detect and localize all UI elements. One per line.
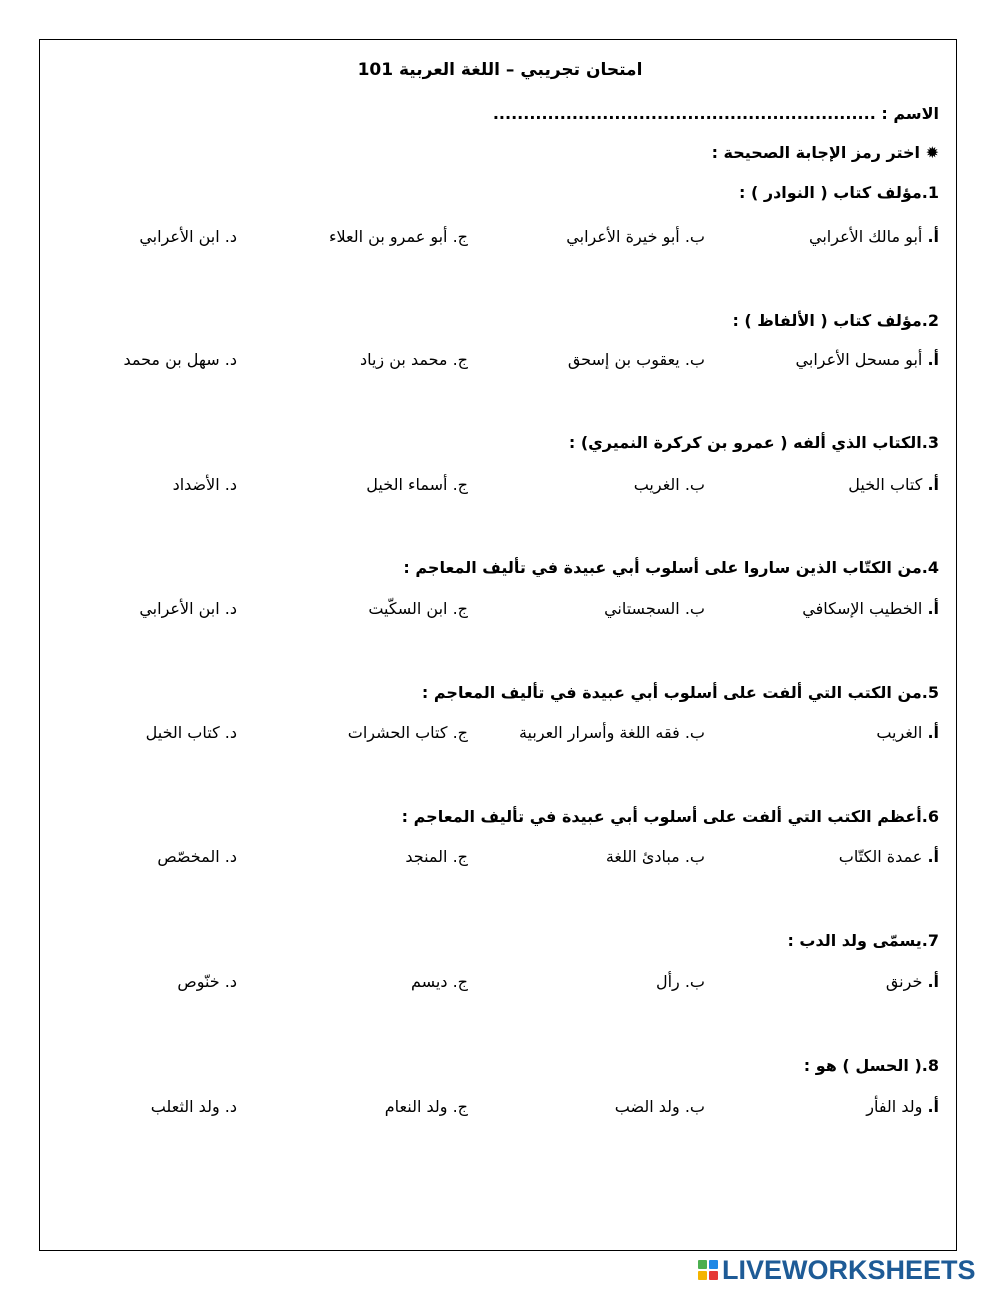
option-d[interactable]: د. ابن الأعرابي <box>139 599 237 618</box>
question-8 <box>804 1056 939 1075</box>
question-2 <box>732 311 939 330</box>
question-text: ( الحسل ) هو : <box>803 1056 922 1075</box>
question-text: يسمّى ولد الدب : <box>787 931 922 950</box>
option-a[interactable]: أ. خرنق <box>885 972 939 991</box>
option-a[interactable]: أ. الغريب <box>876 723 939 742</box>
option-c[interactable]: ج. أسماء الخيل <box>366 475 468 494</box>
question-number: 6. <box>921 807 939 826</box>
option-c[interactable]: ج. ابن السكّيت <box>368 599 468 618</box>
question-text: من الكتب التي ألفت على أسلوب أبي عبيدة في تأليف المعاجم : <box>421 683 922 702</box>
logo-square <box>709 1271 718 1280</box>
logo-square <box>698 1271 707 1280</box>
question-6 <box>402 807 939 826</box>
option-d[interactable]: د. خنّوص <box>177 972 237 991</box>
option-c[interactable]: ج. أبو عمرو بن العلاء <box>328 227 468 246</box>
option-c[interactable]: ج. ولد النعام <box>384 1097 468 1116</box>
option-b[interactable]: ب. ولد الضب <box>614 1097 705 1116</box>
option-b[interactable]: ب. يعقوب بن إسحق <box>567 350 705 369</box>
option-d[interactable]: د. المخصّص <box>157 847 237 866</box>
option-c[interactable]: ج. المنجد <box>405 847 468 866</box>
option-b[interactable]: ب. السجستاني <box>604 599 705 618</box>
option-b[interactable]: ب. مبادئ اللغة <box>605 847 705 866</box>
option-a[interactable]: أ. كتاب الخيل <box>848 475 939 494</box>
instruction <box>712 143 939 162</box>
logo-squares-icon <box>698 1260 718 1280</box>
logo-square <box>698 1260 707 1269</box>
logo-square <box>709 1260 718 1269</box>
question-5 <box>422 683 939 702</box>
option-b[interactable]: ب. رأل <box>655 972 705 991</box>
option-b[interactable]: ب. فقه اللغة وأسرار العربية <box>518 723 705 742</box>
option-c[interactable]: ج. محمد بن زياد <box>359 350 468 369</box>
page-title: امتحان تجريبي – اللغة العربية 101 <box>357 60 643 80</box>
option-c[interactable]: ج. كتاب الحشرات <box>347 723 468 742</box>
option-d[interactable]: د. ابن الأعرابي <box>139 227 237 246</box>
option-d[interactable]: د. الأضداد <box>172 475 237 494</box>
option-b[interactable]: ب. الغريب <box>633 475 705 494</box>
option-a[interactable]: أ. عمدة الكتّاب <box>838 847 939 866</box>
question-text: أعظم الكتب التي ألفت على أسلوب أبي عبيدة في تأليف المعاجم : <box>401 807 922 826</box>
name-label: الاسم : <box>881 104 939 123</box>
option-a[interactable]: أ. أبو مالك الأعرابي <box>809 227 939 246</box>
question-text: مؤلف كتاب ( النوادر ) : <box>739 183 922 202</box>
question-number: 1. <box>921 183 939 202</box>
question-1 <box>739 183 939 202</box>
question-number: 2. <box>921 311 939 330</box>
question-3 <box>569 433 939 452</box>
option-a[interactable]: أ. الخطيب الإسكافي <box>802 599 939 618</box>
name-field[interactable] <box>493 104 939 123</box>
question-number: 8. <box>921 1056 939 1075</box>
question-number: 4. <box>921 558 939 577</box>
liveworksheets-logo <box>698 1254 976 1286</box>
question-4 <box>403 558 939 577</box>
instruction-text: اختر رمز الإجابة الصحيحة : <box>711 143 921 162</box>
option-b[interactable]: ب. أبو خيرة الأعرابي <box>566 227 705 246</box>
option-c[interactable]: ج. ديسم <box>410 972 468 991</box>
option-d[interactable]: د. ولد الثعلب <box>150 1097 237 1116</box>
question-text: من الكتّاب الذين ساروا على أسلوب أبي عبيدة في تأليف المعاجم : <box>403 558 922 577</box>
question-text: الكتاب الذي ألفه ( عمرو بن كركرة النميري) : <box>568 433 922 452</box>
logo-text: LIVEWORKSHEETS <box>722 1254 976 1285</box>
option-d[interactable]: د. كتاب الخيل <box>145 723 237 742</box>
option-a[interactable]: أ. ولد الفأر <box>866 1097 939 1116</box>
name-dots: ............................................................... <box>492 104 876 123</box>
option-a[interactable]: أ. أبو مسحل الأعرابي <box>795 350 939 369</box>
option-d[interactable]: د. سهل بن محمد <box>123 350 237 369</box>
question-number: 3. <box>921 433 939 452</box>
asterisk-star-icon: ✹ <box>925 143 939 162</box>
question-number: 7. <box>921 931 939 950</box>
question-text: مؤلف كتاب ( الألفاظ ) : <box>732 311 922 330</box>
question-number: 5. <box>921 683 939 702</box>
question-7 <box>787 931 939 950</box>
